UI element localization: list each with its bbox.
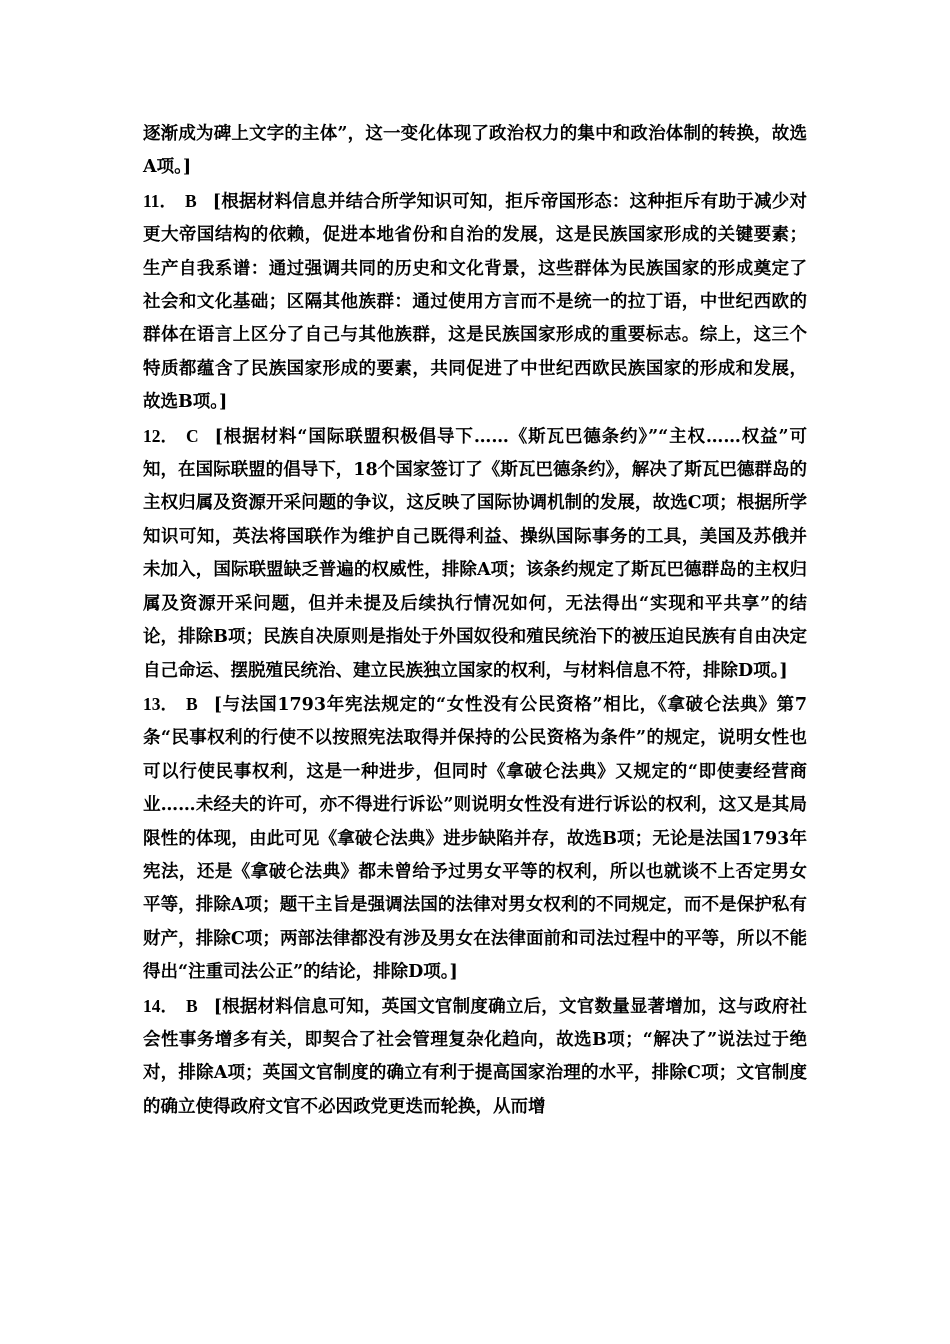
answer-letter: B bbox=[186, 995, 198, 1016]
answer-letter: B bbox=[185, 190, 197, 211]
explanation-text: [与法国1793年宪法规定的“女性没有公民资格”相比，《拿破仑法典》第7条“民事权利的行使不以按照宪法取得并保持的公民资格为条件”的规定，说明女性也可以行使民事权利，这是一种进步，但同时《拿破仑法典》又规定的“即使妻经营商业……未经夫的许可，亦不得进行诉讼”则说明女性没有进行诉讼的权利，这又是其局限性的体现，由此可见《拿破仑法典》进步缺陷并存，故选B项；无论是法国1793年宪法，还是《拿破仑法典》都未曾给予过男女平等的权利，所以也就谈不上否定男女平等，排除A项；题干主旨是强调法国的法律对男女权利的不同规定，而不是保护私有财产，排除C项；两部法律都没有涉及男女在法律面前和司法过程中的平等，所以不能得出“注重司法公正”的结论，排除D项。] bbox=[143, 694, 807, 983]
answer-letter: B bbox=[186, 693, 198, 714]
answer-item-11 bbox=[143, 185, 807, 420]
explanation-text: [根据材料信息并结合所学知识可知，拒斥帝国形态：这种拒斥有助于减少对更大帝国结构的依赖，促进本地省份和自治的发展，这是民族国家形成的关键要素；生产自我系谱：通过强调共同的历史和文化背景，这些群体为民族国家的形成奠定了社会和文化基础；区隔其他族群：通过使用方言而不是统一的拉丁语，中世纪西欧的群体在语言上区分了自己与其他族群，这是民族国家形成的重要标志。综上，这三个特质都蕴含了民族国家形成的要素，共同促进了中世纪西欧民族国家的形成和发展，故选B项。] bbox=[143, 191, 807, 413]
answer-item-14 bbox=[143, 990, 807, 1125]
answer-explanations bbox=[143, 118, 807, 1124]
explanation-text: [根据材料“国际联盟积极倡导下……《斯瓦巴德条约》”“主权……权益”可知，在国际联盟的倡导下，18个国家签订了《斯瓦巴德条约》，解决了斯瓦巴德群岛的主权归属及资源开采问题的争议，这反映了国际协调机制的发展，故选C项；根据所学知识可知，英法将国联作为维护自己既得利益、操纵国际事务的工具，美国及苏俄并未加入，国际联盟缺乏普遍的权威性，排除A项；该条约规定了斯瓦巴德群岛的主权归属及资源开采问题，但并未提及后续执行情况如何，无法得出“实现和平共享”的结论，排除B项；民族自决原则是指处于外国奴役和殖民统治下的被压迫民族有自由决定自己命运、摆脱殖民统治、建立民族独立国家的权利，与材料信息不符，排除D项。] bbox=[143, 426, 807, 681]
question-number: 11． bbox=[143, 190, 178, 211]
question-number: 13． bbox=[143, 693, 178, 714]
answer-item-13 bbox=[143, 688, 807, 990]
continued-explanation: 逐渐成为碑上文字的主体”，这一变化体现了政治权力的集中和政治体制的转换，故选A项。] bbox=[143, 124, 807, 178]
answer-item-12 bbox=[143, 420, 807, 688]
question-number: 12． bbox=[143, 425, 178, 446]
question-number: 14． bbox=[143, 995, 178, 1016]
explanation-text: [根据材料信息可知，英国文官制度确立后，文官数量显著增加，这与政府社会性事务增多有关，即契合了社会管理复杂化趋向，故选B项；“解决了”说法过于绝对，排除A项；英国文官制度的确立有利于提高国家治理的水平，排除C项；文官制度的确立使得政府文官不必因政党更迭而轮换，从而增 bbox=[143, 996, 807, 1117]
answer-letter: C bbox=[186, 425, 199, 446]
